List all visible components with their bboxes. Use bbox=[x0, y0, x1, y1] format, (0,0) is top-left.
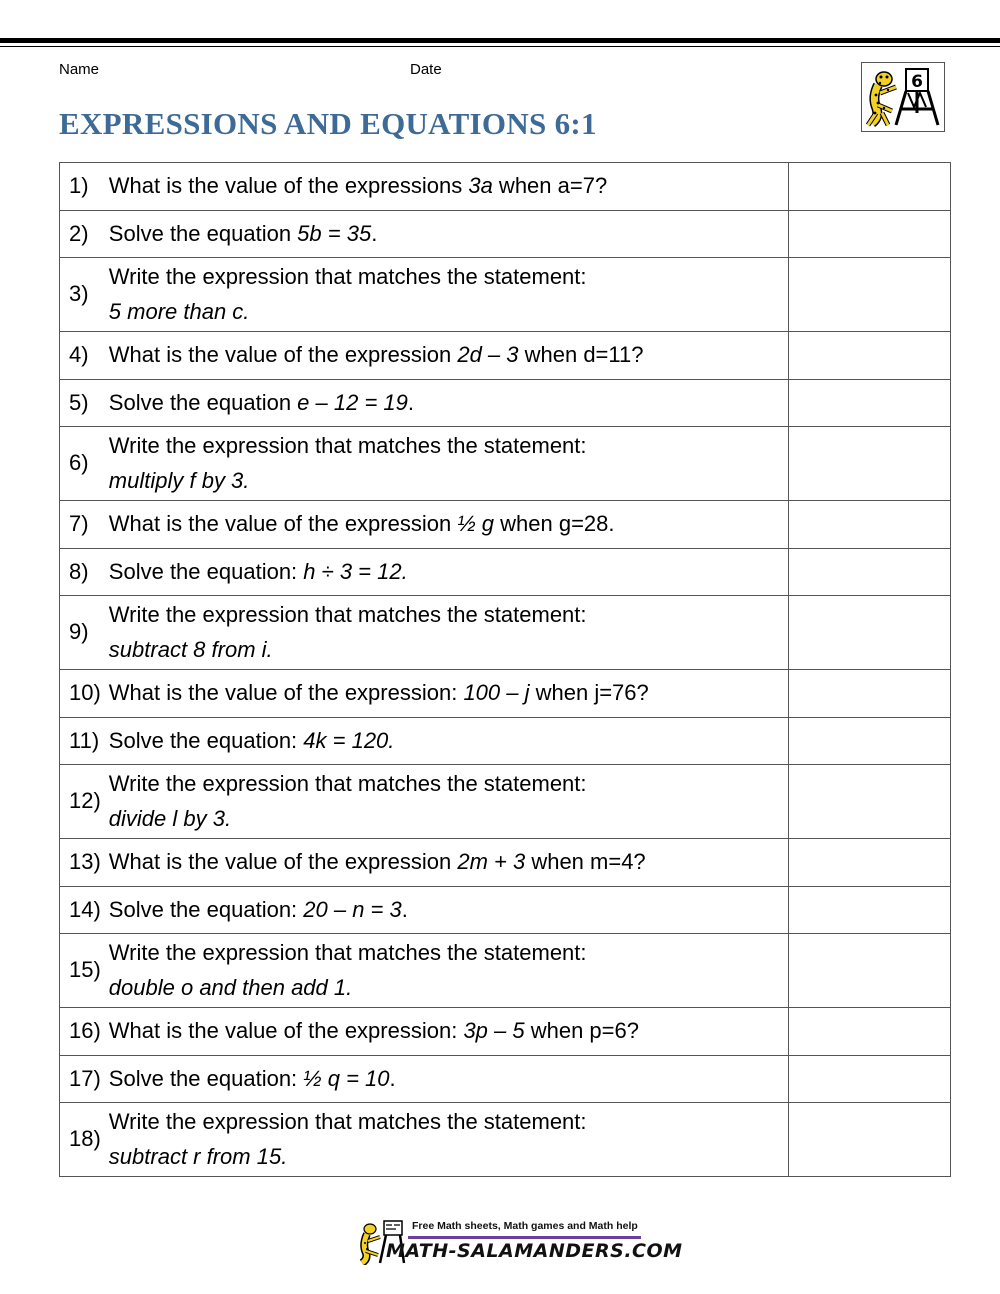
question-math: 2m + 3 bbox=[457, 849, 526, 875]
question-fragment: . bbox=[401, 896, 408, 922]
question-fragment: when g=28. bbox=[494, 511, 615, 537]
worksheet-title: EXPRESSIONS AND EQUATIONS 6:1 bbox=[59, 106, 597, 141]
question-text bbox=[101, 427, 789, 501]
question-text bbox=[101, 332, 789, 380]
question-text bbox=[101, 717, 789, 765]
question-number: 1) bbox=[60, 163, 101, 211]
salamander-logo bbox=[861, 62, 945, 132]
question-math: 2d – 3 bbox=[457, 342, 519, 368]
question-number: 6) bbox=[60, 427, 101, 501]
answer-box[interactable] bbox=[789, 670, 951, 718]
question-number: 11) bbox=[60, 717, 101, 765]
answer-box[interactable] bbox=[789, 886, 951, 934]
answer-box[interactable] bbox=[789, 1008, 951, 1056]
question-math: 3a bbox=[468, 173, 493, 199]
answer-box[interactable] bbox=[789, 1103, 951, 1177]
answer-box[interactable] bbox=[789, 1055, 951, 1103]
question-fragment: when m=4? bbox=[525, 849, 646, 875]
logo-grade: 6 bbox=[911, 72, 923, 92]
question-row bbox=[60, 765, 951, 839]
question-number: 3) bbox=[60, 258, 101, 332]
question-text bbox=[101, 210, 789, 258]
question-prompt: Write the expression that matches the statement: bbox=[108, 432, 587, 458]
question-row bbox=[60, 1008, 951, 1056]
date-label: Date bbox=[410, 61, 442, 78]
question-fragment: Solve the equation: bbox=[108, 1065, 304, 1091]
question-row bbox=[60, 427, 951, 501]
question-text bbox=[101, 839, 789, 887]
question-number: 4) bbox=[60, 332, 101, 380]
answer-box[interactable] bbox=[789, 765, 951, 839]
question-fragment: Solve the equation: bbox=[108, 558, 304, 584]
question-number: 9) bbox=[60, 596, 101, 670]
question-number: 7) bbox=[60, 501, 101, 549]
question-fragment: when d=11? bbox=[518, 342, 644, 368]
question-text bbox=[101, 934, 789, 1008]
question-row bbox=[60, 934, 951, 1008]
question-number: 2) bbox=[60, 210, 101, 258]
question-row bbox=[60, 839, 951, 887]
question-math: h ÷ 3 = 12. bbox=[303, 558, 408, 584]
question-fragment: Solve the equation: bbox=[108, 896, 304, 922]
question-math: 20 – n = 3 bbox=[303, 896, 402, 922]
answer-box[interactable] bbox=[789, 332, 951, 380]
footer-brand: MATH-SALAMANDERS.COM bbox=[386, 1240, 683, 1262]
question-text bbox=[101, 1008, 789, 1056]
question-text bbox=[101, 1103, 789, 1177]
question-math: ½ g bbox=[457, 511, 495, 537]
question-row bbox=[60, 596, 951, 670]
question-text bbox=[101, 501, 789, 549]
question-row bbox=[60, 210, 951, 258]
question-fragment: Solve the equation: bbox=[108, 727, 304, 753]
question-text bbox=[101, 163, 789, 211]
question-fragment: when a=7? bbox=[492, 173, 608, 199]
question-statement: double o and then add 1. bbox=[108, 975, 353, 1000]
question-row bbox=[60, 717, 951, 765]
question-statement: subtract 8 from i. bbox=[108, 637, 273, 662]
question-fragment: What is the value of the expression bbox=[108, 342, 458, 368]
question-statement: divide l by 3. bbox=[108, 806, 232, 831]
question-row bbox=[60, 548, 951, 596]
question-row bbox=[60, 886, 951, 934]
question-prompt: Write the expression that matches the statement: bbox=[108, 939, 587, 965]
question-fragment: What is the value of the expression bbox=[108, 511, 458, 537]
question-fragment: when p=6? bbox=[524, 1018, 639, 1044]
question-number: 14) bbox=[60, 886, 101, 934]
question-text bbox=[101, 379, 789, 427]
question-text bbox=[101, 670, 789, 718]
question-math: 4k = 120. bbox=[303, 727, 395, 753]
question-row bbox=[60, 258, 951, 332]
top-rule-thin bbox=[0, 46, 1000, 47]
answer-box[interactable] bbox=[789, 379, 951, 427]
answer-box[interactable] bbox=[789, 427, 951, 501]
question-prompt: Write the expression that matches the statement: bbox=[108, 770, 587, 796]
question-prompt: Write the expression that matches the statement: bbox=[108, 601, 587, 627]
questions-table bbox=[59, 162, 951, 1177]
question-number: 10) bbox=[60, 670, 101, 718]
question-row bbox=[60, 670, 951, 718]
question-number: 18) bbox=[60, 1103, 101, 1177]
question-statement: 5 more than c. bbox=[108, 299, 250, 324]
question-number: 8) bbox=[60, 548, 101, 596]
answer-box[interactable] bbox=[789, 596, 951, 670]
footer-tagline: Free Math sheets, Math games and Math help bbox=[412, 1220, 638, 1232]
question-row bbox=[60, 163, 951, 211]
question-text bbox=[101, 1055, 789, 1103]
question-prompt: Write the expression that matches the statement: bbox=[108, 263, 587, 289]
question-text bbox=[101, 765, 789, 839]
question-row bbox=[60, 1055, 951, 1103]
question-text bbox=[101, 596, 789, 670]
question-fragment: What is the value of the expressions bbox=[108, 173, 469, 199]
question-statement: subtract r from 15. bbox=[108, 1144, 288, 1169]
answer-box[interactable] bbox=[789, 163, 951, 211]
question-number: 16) bbox=[60, 1008, 101, 1056]
question-fragment: . bbox=[389, 1065, 396, 1091]
answer-box[interactable] bbox=[789, 934, 951, 1008]
question-row bbox=[60, 379, 951, 427]
question-number: 13) bbox=[60, 839, 101, 887]
question-fragment: . bbox=[407, 389, 415, 415]
answer-box[interactable] bbox=[789, 258, 951, 332]
question-number: 17) bbox=[60, 1055, 101, 1103]
question-math: e – 12 = 19 bbox=[297, 389, 408, 415]
answer-box[interactable] bbox=[789, 548, 951, 596]
question-fragment: What is the value of the expression bbox=[108, 849, 458, 875]
answer-box[interactable] bbox=[789, 717, 951, 765]
question-fragment: . bbox=[371, 220, 378, 246]
question-text bbox=[101, 258, 789, 332]
name-label: Name bbox=[59, 61, 100, 78]
question-prompt: Write the expression that matches the statement: bbox=[108, 1108, 587, 1134]
footer-underline bbox=[408, 1236, 641, 1239]
question-fragment: when j=76? bbox=[529, 680, 649, 706]
footer-branding bbox=[356, 1213, 683, 1269]
question-row bbox=[60, 501, 951, 549]
question-number: 12) bbox=[60, 765, 101, 839]
question-row bbox=[60, 332, 951, 380]
question-fragment: What is the value of the expression: bbox=[108, 1018, 464, 1044]
question-number: 5) bbox=[60, 379, 101, 427]
question-text bbox=[101, 886, 789, 934]
answer-box[interactable] bbox=[789, 501, 951, 549]
answer-box[interactable] bbox=[789, 210, 951, 258]
salamander-icon bbox=[862, 63, 944, 131]
answer-box[interactable] bbox=[789, 839, 951, 887]
question-math: 5b = 35 bbox=[297, 220, 372, 246]
question-math: 100 – j bbox=[463, 680, 530, 706]
question-number: 15) bbox=[60, 934, 101, 1008]
question-fragment: Solve the equation bbox=[108, 220, 298, 246]
question-math: ½ q = 10 bbox=[303, 1065, 390, 1091]
question-row bbox=[60, 1103, 951, 1177]
question-fragment: Solve the equation bbox=[108, 389, 298, 415]
top-rule bbox=[0, 38, 1000, 43]
question-math: 3p – 5 bbox=[463, 1018, 525, 1044]
question-text bbox=[101, 548, 789, 596]
question-statement: multiply f by 3. bbox=[108, 468, 250, 493]
question-fragment: What is the value of the expression: bbox=[108, 680, 464, 706]
